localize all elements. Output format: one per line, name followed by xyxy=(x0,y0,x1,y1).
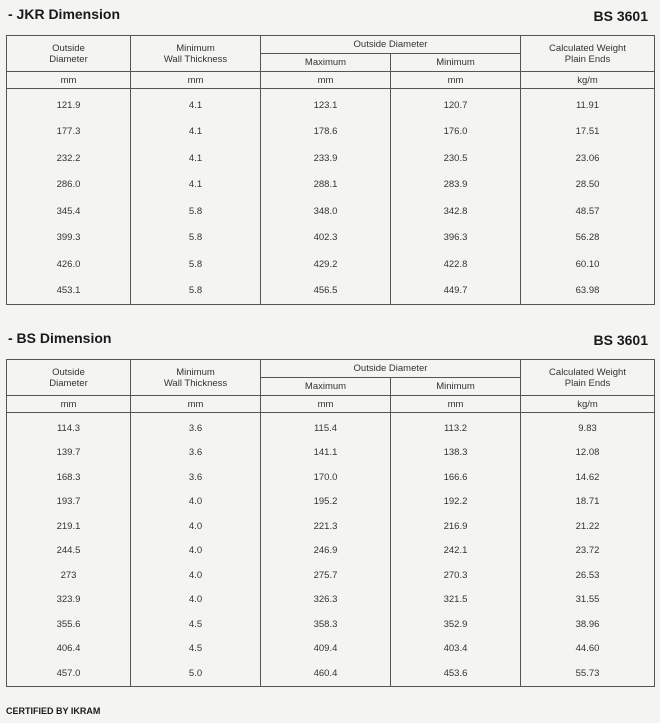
cell-outside-diameter: 323.9 xyxy=(7,588,131,613)
cell-wall-thickness: 3.6 xyxy=(131,413,261,441)
cell-od-maximum: 358.3 xyxy=(261,612,391,637)
header-minimum-wall xyxy=(131,360,261,396)
cell-outside-diameter: 193.7 xyxy=(7,490,131,515)
header-diameter-label: Diameter xyxy=(49,377,88,389)
cell-od-minimum: 352.9 xyxy=(391,612,521,637)
cell-od-maximum: 221.3 xyxy=(261,514,391,539)
cell-wall-thickness: 3.6 xyxy=(131,441,261,466)
cell-outside-diameter: 168.3 xyxy=(7,465,131,490)
cell-od-minimum: 120.7 xyxy=(391,89,521,119)
cell-od-minimum: 216.9 xyxy=(391,514,521,539)
cell-od-maximum: 246.9 xyxy=(261,539,391,564)
header-calc-label: Calculated Weight xyxy=(549,366,626,378)
certified-by-footer: CERTIFIED BY IKRAM xyxy=(6,706,101,716)
cell-wall-thickness: 4.5 xyxy=(131,637,261,662)
cell-od-maximum: 460.4 xyxy=(261,661,391,686)
header-outside-label: Outside xyxy=(52,366,85,378)
jkr-table-body xyxy=(7,89,655,305)
cell-wall-thickness: 3.6 xyxy=(131,465,261,490)
unit-wall: mm xyxy=(131,72,261,89)
cell-calculated-weight: 23.06 xyxy=(521,145,655,172)
cell-od-minimum: 403.4 xyxy=(391,637,521,662)
table-row xyxy=(7,413,655,441)
header-calculated-weight xyxy=(521,360,655,396)
cell-od-minimum: 166.6 xyxy=(391,465,521,490)
table-row xyxy=(7,661,655,686)
cell-od-minimum: 138.3 xyxy=(391,441,521,466)
cell-od-minimum: 453.6 xyxy=(391,661,521,686)
cell-calculated-weight: 18.71 xyxy=(521,490,655,515)
cell-od-minimum: 396.3 xyxy=(391,225,521,252)
cell-outside-diameter: 345.4 xyxy=(7,198,131,225)
cell-od-minimum: 176.0 xyxy=(391,119,521,146)
cell-outside-diameter: 453.1 xyxy=(7,278,131,305)
cell-od-minimum: 449.7 xyxy=(391,278,521,305)
table-row xyxy=(7,490,655,515)
cell-od-maximum: 429.2 xyxy=(261,251,391,278)
cell-calculated-weight: 56.28 xyxy=(521,225,655,252)
cell-wall-thickness: 4.0 xyxy=(131,539,261,564)
bs-standard: BS 3601 xyxy=(593,332,648,348)
cell-od-maximum: 233.9 xyxy=(261,145,391,172)
cell-outside-diameter: 139.7 xyxy=(7,441,131,466)
table-row xyxy=(7,465,655,490)
cell-od-minimum: 230.5 xyxy=(391,145,521,172)
table-row xyxy=(7,225,655,252)
cell-od-minimum: 342.8 xyxy=(391,198,521,225)
cell-outside-diameter: 177.3 xyxy=(7,119,131,146)
cell-wall-thickness: 4.0 xyxy=(131,563,261,588)
header-maximum: Maximum xyxy=(261,378,391,396)
cell-od-minimum: 192.2 xyxy=(391,490,521,515)
cell-calculated-weight: 9.83 xyxy=(521,413,655,441)
cell-od-maximum: 288.1 xyxy=(261,172,391,199)
table-row xyxy=(7,89,655,119)
cell-od-minimum: 270.3 xyxy=(391,563,521,588)
header-od-group: Outside Diameter xyxy=(261,36,521,54)
bs-section-title: - BS Dimension xyxy=(8,330,112,346)
cell-calculated-weight: 44.60 xyxy=(521,637,655,662)
cell-outside-diameter: 286.0 xyxy=(7,172,131,199)
header-plain-ends-label: Plain Ends xyxy=(564,377,611,389)
header-od-group: Outside Diameter xyxy=(261,360,521,378)
cell-wall-thickness: 5.8 xyxy=(131,251,261,278)
header-calculated-weight xyxy=(521,36,655,72)
cell-outside-diameter: 457.0 xyxy=(7,661,131,686)
table-row xyxy=(7,172,655,199)
cell-calculated-weight: 14.62 xyxy=(521,465,655,490)
header-wall-thickness-label: Wall Thickness xyxy=(163,377,228,389)
cell-calculated-weight: 17.51 xyxy=(521,119,655,146)
table-row xyxy=(7,145,655,172)
cell-od-maximum: 402.3 xyxy=(261,225,391,252)
cell-od-maximum: 141.1 xyxy=(261,441,391,466)
table-row xyxy=(7,514,655,539)
unit-wall: mm xyxy=(131,396,261,413)
cell-outside-diameter: 114.3 xyxy=(7,413,131,441)
table-row xyxy=(7,588,655,613)
unit-maximum: mm xyxy=(261,396,391,413)
table-row xyxy=(7,441,655,466)
cell-od-minimum: 321.5 xyxy=(391,588,521,613)
header-outside-diameter xyxy=(7,36,131,72)
unit-outside: mm xyxy=(7,72,131,89)
cell-outside-diameter: 426.0 xyxy=(7,251,131,278)
cell-od-minimum: 422.8 xyxy=(391,251,521,278)
cell-outside-diameter: 219.1 xyxy=(7,514,131,539)
cell-od-maximum: 326.3 xyxy=(261,588,391,613)
cell-calculated-weight: 12.08 xyxy=(521,441,655,466)
cell-od-maximum: 170.0 xyxy=(261,465,391,490)
cell-od-minimum: 283.9 xyxy=(391,172,521,199)
unit-minimum: mm xyxy=(391,72,521,89)
cell-od-maximum: 123.1 xyxy=(261,89,391,119)
unit-weight: kg/m xyxy=(521,396,655,413)
bs-dimension-table xyxy=(6,359,655,687)
bs-table-body xyxy=(7,413,655,687)
cell-outside-diameter: 399.3 xyxy=(7,225,131,252)
cell-outside-diameter: 273 xyxy=(7,563,131,588)
cell-od-maximum: 456.5 xyxy=(261,278,391,305)
header-minimum-label: Minimum xyxy=(176,366,215,378)
cell-od-maximum: 348.0 xyxy=(261,198,391,225)
cell-wall-thickness: 4.0 xyxy=(131,588,261,613)
cell-wall-thickness: 4.0 xyxy=(131,490,261,515)
cell-calculated-weight: 48.57 xyxy=(521,198,655,225)
cell-calculated-weight: 55.73 xyxy=(521,661,655,686)
cell-wall-thickness: 5.8 xyxy=(131,225,261,252)
header-plain-ends-label: Plain Ends xyxy=(564,53,611,65)
cell-wall-thickness: 4.1 xyxy=(131,172,261,199)
table-row xyxy=(7,539,655,564)
header-wall-thickness-label: Wall Thickness xyxy=(163,53,228,65)
cell-od-minimum: 242.1 xyxy=(391,539,521,564)
table-row xyxy=(7,278,655,305)
table-row xyxy=(7,563,655,588)
cell-wall-thickness: 5.8 xyxy=(131,278,261,305)
header-minimum-wall xyxy=(131,36,261,72)
cell-wall-thickness: 4.5 xyxy=(131,612,261,637)
cell-calculated-weight: 23.72 xyxy=(521,539,655,564)
cell-outside-diameter: 406.4 xyxy=(7,637,131,662)
cell-outside-diameter: 244.5 xyxy=(7,539,131,564)
cell-wall-thickness: 4.1 xyxy=(131,145,261,172)
table-row xyxy=(7,198,655,225)
jkr-dimension-table xyxy=(6,35,655,305)
cell-calculated-weight: 63.98 xyxy=(521,278,655,305)
cell-calculated-weight: 26.53 xyxy=(521,563,655,588)
cell-od-maximum: 195.2 xyxy=(261,490,391,515)
cell-od-minimum: 113.2 xyxy=(391,413,521,441)
cell-od-maximum: 409.4 xyxy=(261,637,391,662)
cell-wall-thickness: 5.8 xyxy=(131,198,261,225)
header-maximum: Maximum xyxy=(261,54,391,72)
cell-outside-diameter: 121.9 xyxy=(7,89,131,119)
unit-weight: kg/m xyxy=(521,72,655,89)
cell-od-maximum: 115.4 xyxy=(261,413,391,441)
cell-calculated-weight: 60.10 xyxy=(521,251,655,278)
header-calc-label: Calculated Weight xyxy=(549,42,626,54)
cell-calculated-weight: 11.91 xyxy=(521,89,655,119)
cell-calculated-weight: 28.50 xyxy=(521,172,655,199)
header-outside-label: Outside xyxy=(52,42,85,54)
cell-od-maximum: 275.7 xyxy=(261,563,391,588)
cell-outside-diameter: 355.6 xyxy=(7,612,131,637)
unit-outside: mm xyxy=(7,396,131,413)
table-row xyxy=(7,612,655,637)
cell-wall-thickness: 4.0 xyxy=(131,514,261,539)
cell-wall-thickness: 5.0 xyxy=(131,661,261,686)
unit-maximum: mm xyxy=(261,72,391,89)
header-minimum: Minimum xyxy=(391,378,521,396)
header-minimum-label: Minimum xyxy=(176,42,215,54)
cell-calculated-weight: 38.96 xyxy=(521,612,655,637)
cell-calculated-weight: 21.22 xyxy=(521,514,655,539)
cell-calculated-weight: 31.55 xyxy=(521,588,655,613)
cell-wall-thickness: 4.1 xyxy=(131,89,261,119)
table-row xyxy=(7,119,655,146)
header-outside-diameter xyxy=(7,360,131,396)
header-minimum: Minimum xyxy=(391,54,521,72)
cell-outside-diameter: 232.2 xyxy=(7,145,131,172)
cell-wall-thickness: 4.1 xyxy=(131,119,261,146)
header-diameter-label: Diameter xyxy=(49,53,88,65)
unit-minimum: mm xyxy=(391,396,521,413)
cell-od-maximum: 178.6 xyxy=(261,119,391,146)
table-row xyxy=(7,251,655,278)
jkr-section-title: - JKR Dimension xyxy=(8,6,121,22)
table-row xyxy=(7,637,655,662)
jkr-standard: BS 3601 xyxy=(593,8,648,24)
